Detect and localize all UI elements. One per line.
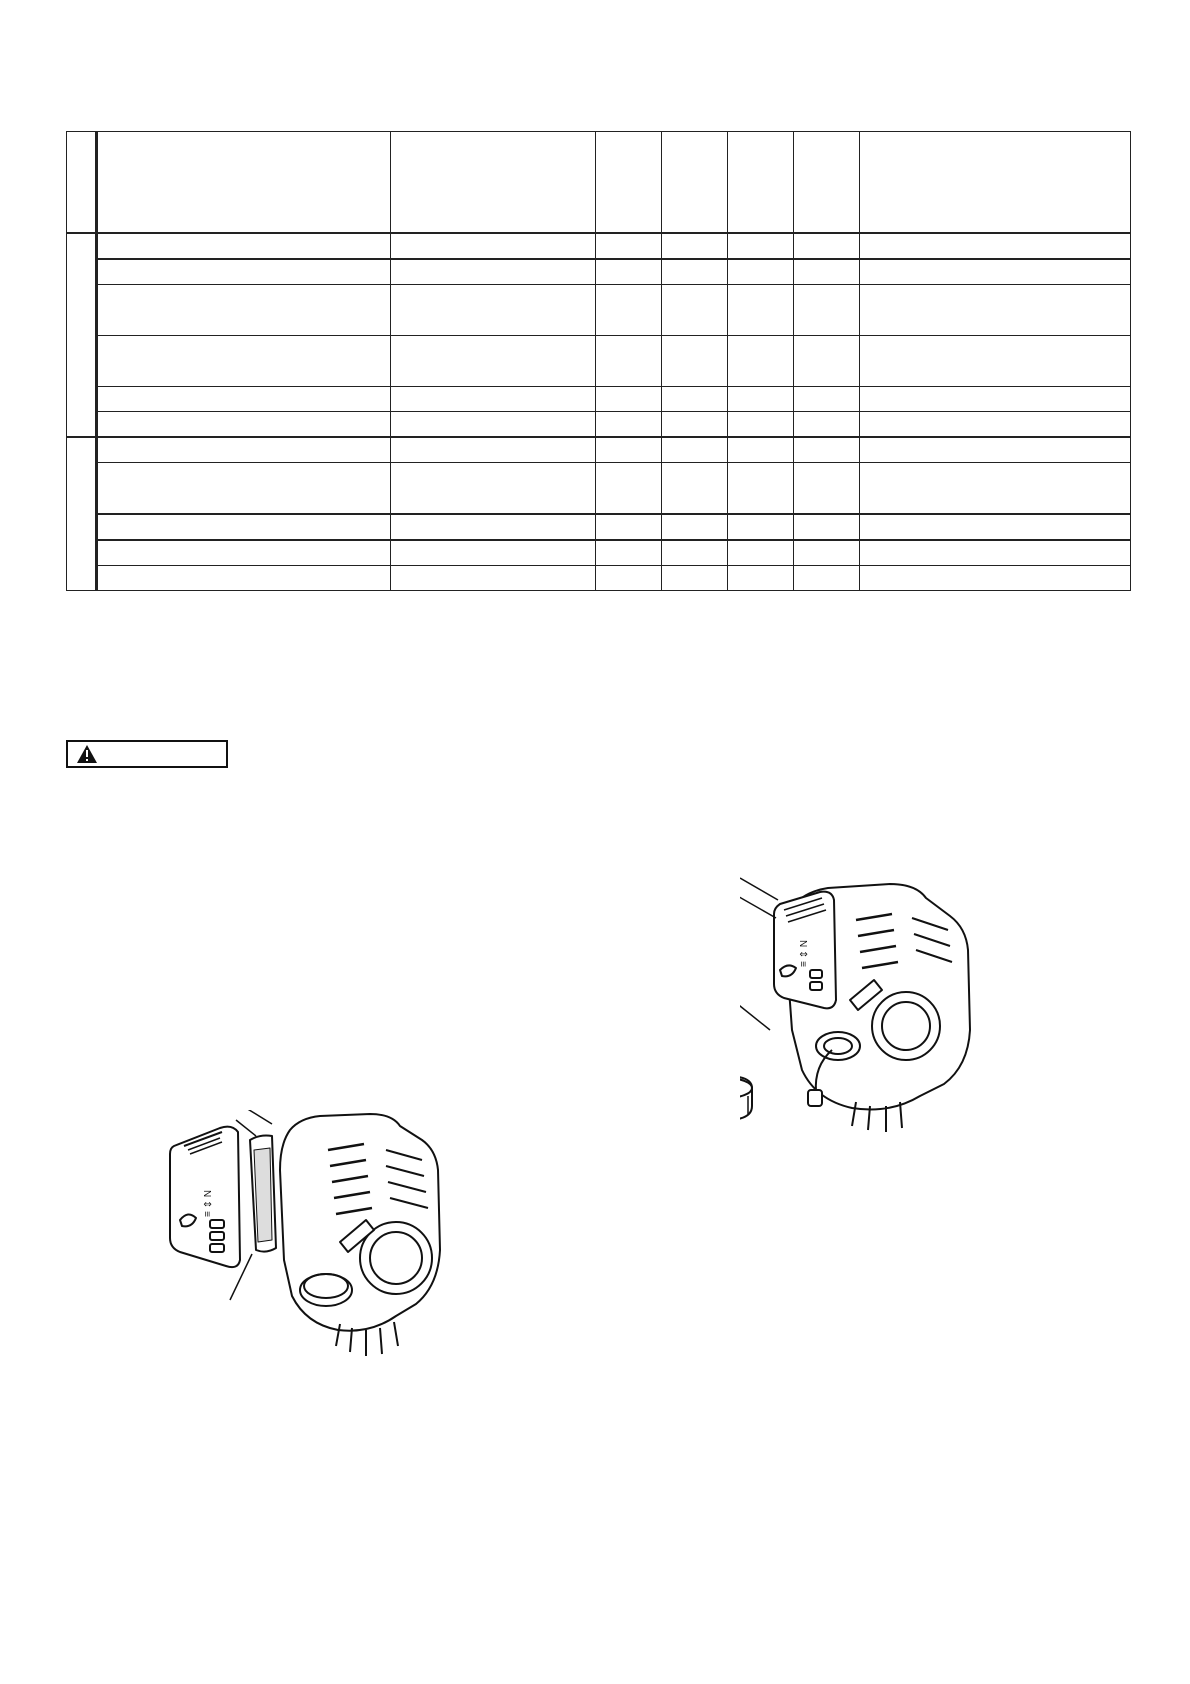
table-cell bbox=[596, 540, 662, 566]
table-cell bbox=[794, 566, 860, 591]
table-cell bbox=[860, 412, 1131, 438]
group-label-cell bbox=[67, 437, 97, 591]
table-cell bbox=[97, 514, 391, 540]
table-cell bbox=[728, 259, 794, 285]
header-cell-interval-2 bbox=[662, 132, 728, 234]
table-cell bbox=[662, 336, 728, 387]
table-cell bbox=[596, 437, 662, 463]
table-cell bbox=[728, 540, 794, 566]
table-cell bbox=[662, 259, 728, 285]
warning-triangle-icon bbox=[76, 744, 98, 764]
table-cell bbox=[596, 285, 662, 336]
engine-air-filter-illustration bbox=[160, 1110, 490, 1380]
header-cell-interval-4 bbox=[794, 132, 860, 234]
table-cell bbox=[97, 412, 391, 438]
table-cell bbox=[794, 233, 860, 259]
header-cell-group bbox=[67, 132, 97, 234]
table-cell bbox=[391, 285, 596, 336]
table-row bbox=[67, 566, 1131, 591]
table-cell bbox=[728, 336, 794, 387]
table-cell bbox=[97, 387, 391, 412]
table-cell bbox=[97, 463, 391, 515]
table-cell bbox=[794, 412, 860, 438]
table-cell bbox=[860, 387, 1131, 412]
table-row bbox=[67, 233, 1131, 259]
table-cell bbox=[794, 259, 860, 285]
table-cell bbox=[662, 285, 728, 336]
table-cell bbox=[728, 233, 794, 259]
table-cell bbox=[860, 566, 1131, 591]
table-cell bbox=[391, 540, 596, 566]
header-cell-notes bbox=[860, 132, 1131, 234]
table-cell bbox=[662, 463, 728, 515]
table-cell bbox=[391, 412, 596, 438]
table-cell bbox=[596, 233, 662, 259]
table-cell bbox=[860, 437, 1131, 463]
table-row bbox=[67, 336, 1131, 387]
table-cell bbox=[97, 437, 391, 463]
table-cell bbox=[728, 566, 794, 591]
table-row bbox=[67, 259, 1131, 285]
table-cell bbox=[728, 387, 794, 412]
table-cell bbox=[596, 514, 662, 540]
table-cell bbox=[596, 566, 662, 591]
table-row bbox=[67, 387, 1131, 412]
table-cell bbox=[860, 540, 1131, 566]
table-cell bbox=[596, 387, 662, 412]
table-cell bbox=[794, 437, 860, 463]
table-cell bbox=[860, 463, 1131, 515]
table-cell bbox=[662, 566, 728, 591]
table-row bbox=[67, 514, 1131, 540]
table-cell bbox=[860, 514, 1131, 540]
table-cell bbox=[728, 437, 794, 463]
table-cell bbox=[794, 285, 860, 336]
table-cell bbox=[596, 463, 662, 515]
table-cell bbox=[728, 285, 794, 336]
table-cell bbox=[391, 233, 596, 259]
table-cell bbox=[97, 233, 391, 259]
table-cell bbox=[794, 514, 860, 540]
table-row bbox=[67, 437, 1131, 463]
table-cell bbox=[860, 233, 1131, 259]
table-cell bbox=[662, 437, 728, 463]
table-cell bbox=[391, 336, 596, 387]
table-header-row bbox=[67, 132, 1131, 234]
table-row bbox=[67, 463, 1131, 515]
table-cell bbox=[391, 437, 596, 463]
table-cell bbox=[391, 463, 596, 515]
svg-text:N ⇕ ≡: N ⇕ ≡ bbox=[201, 1190, 212, 1217]
table-cell bbox=[728, 514, 794, 540]
table-cell bbox=[860, 336, 1131, 387]
table-cell bbox=[662, 412, 728, 438]
engine-fuel-filter-illustration bbox=[740, 870, 1040, 1150]
header-cell-item bbox=[97, 132, 391, 234]
table-row bbox=[67, 412, 1131, 438]
table-cell bbox=[97, 336, 391, 387]
table-cell bbox=[391, 259, 596, 285]
table-cell bbox=[97, 540, 391, 566]
table-cell bbox=[662, 514, 728, 540]
table-cell bbox=[794, 463, 860, 515]
warning-label bbox=[66, 740, 228, 768]
header-cell-interval-1 bbox=[596, 132, 662, 234]
table-row bbox=[67, 285, 1131, 336]
table-cell bbox=[794, 387, 860, 412]
table-cell bbox=[662, 387, 728, 412]
svg-text:N ⇕ ≡: N ⇕ ≡ bbox=[797, 940, 808, 967]
table-cell bbox=[596, 336, 662, 387]
table-cell bbox=[794, 336, 860, 387]
table-cell bbox=[662, 233, 728, 259]
header-cell-interval-3 bbox=[728, 132, 794, 234]
header-cell-action bbox=[391, 132, 596, 234]
table-cell bbox=[391, 514, 596, 540]
table-row bbox=[67, 540, 1131, 566]
table-cell bbox=[97, 285, 391, 336]
table-cell bbox=[391, 387, 596, 412]
table-cell bbox=[794, 540, 860, 566]
table-cell bbox=[860, 285, 1131, 336]
table-cell bbox=[97, 566, 391, 591]
table-cell bbox=[728, 463, 794, 515]
table-cell bbox=[596, 259, 662, 285]
table-cell bbox=[860, 259, 1131, 285]
table-cell bbox=[97, 259, 391, 285]
maintenance-table bbox=[66, 131, 1131, 591]
table-cell bbox=[596, 412, 662, 438]
group-label-cell bbox=[67, 233, 97, 437]
table-cell bbox=[662, 540, 728, 566]
table-cell bbox=[728, 412, 794, 438]
table-cell bbox=[391, 566, 596, 591]
